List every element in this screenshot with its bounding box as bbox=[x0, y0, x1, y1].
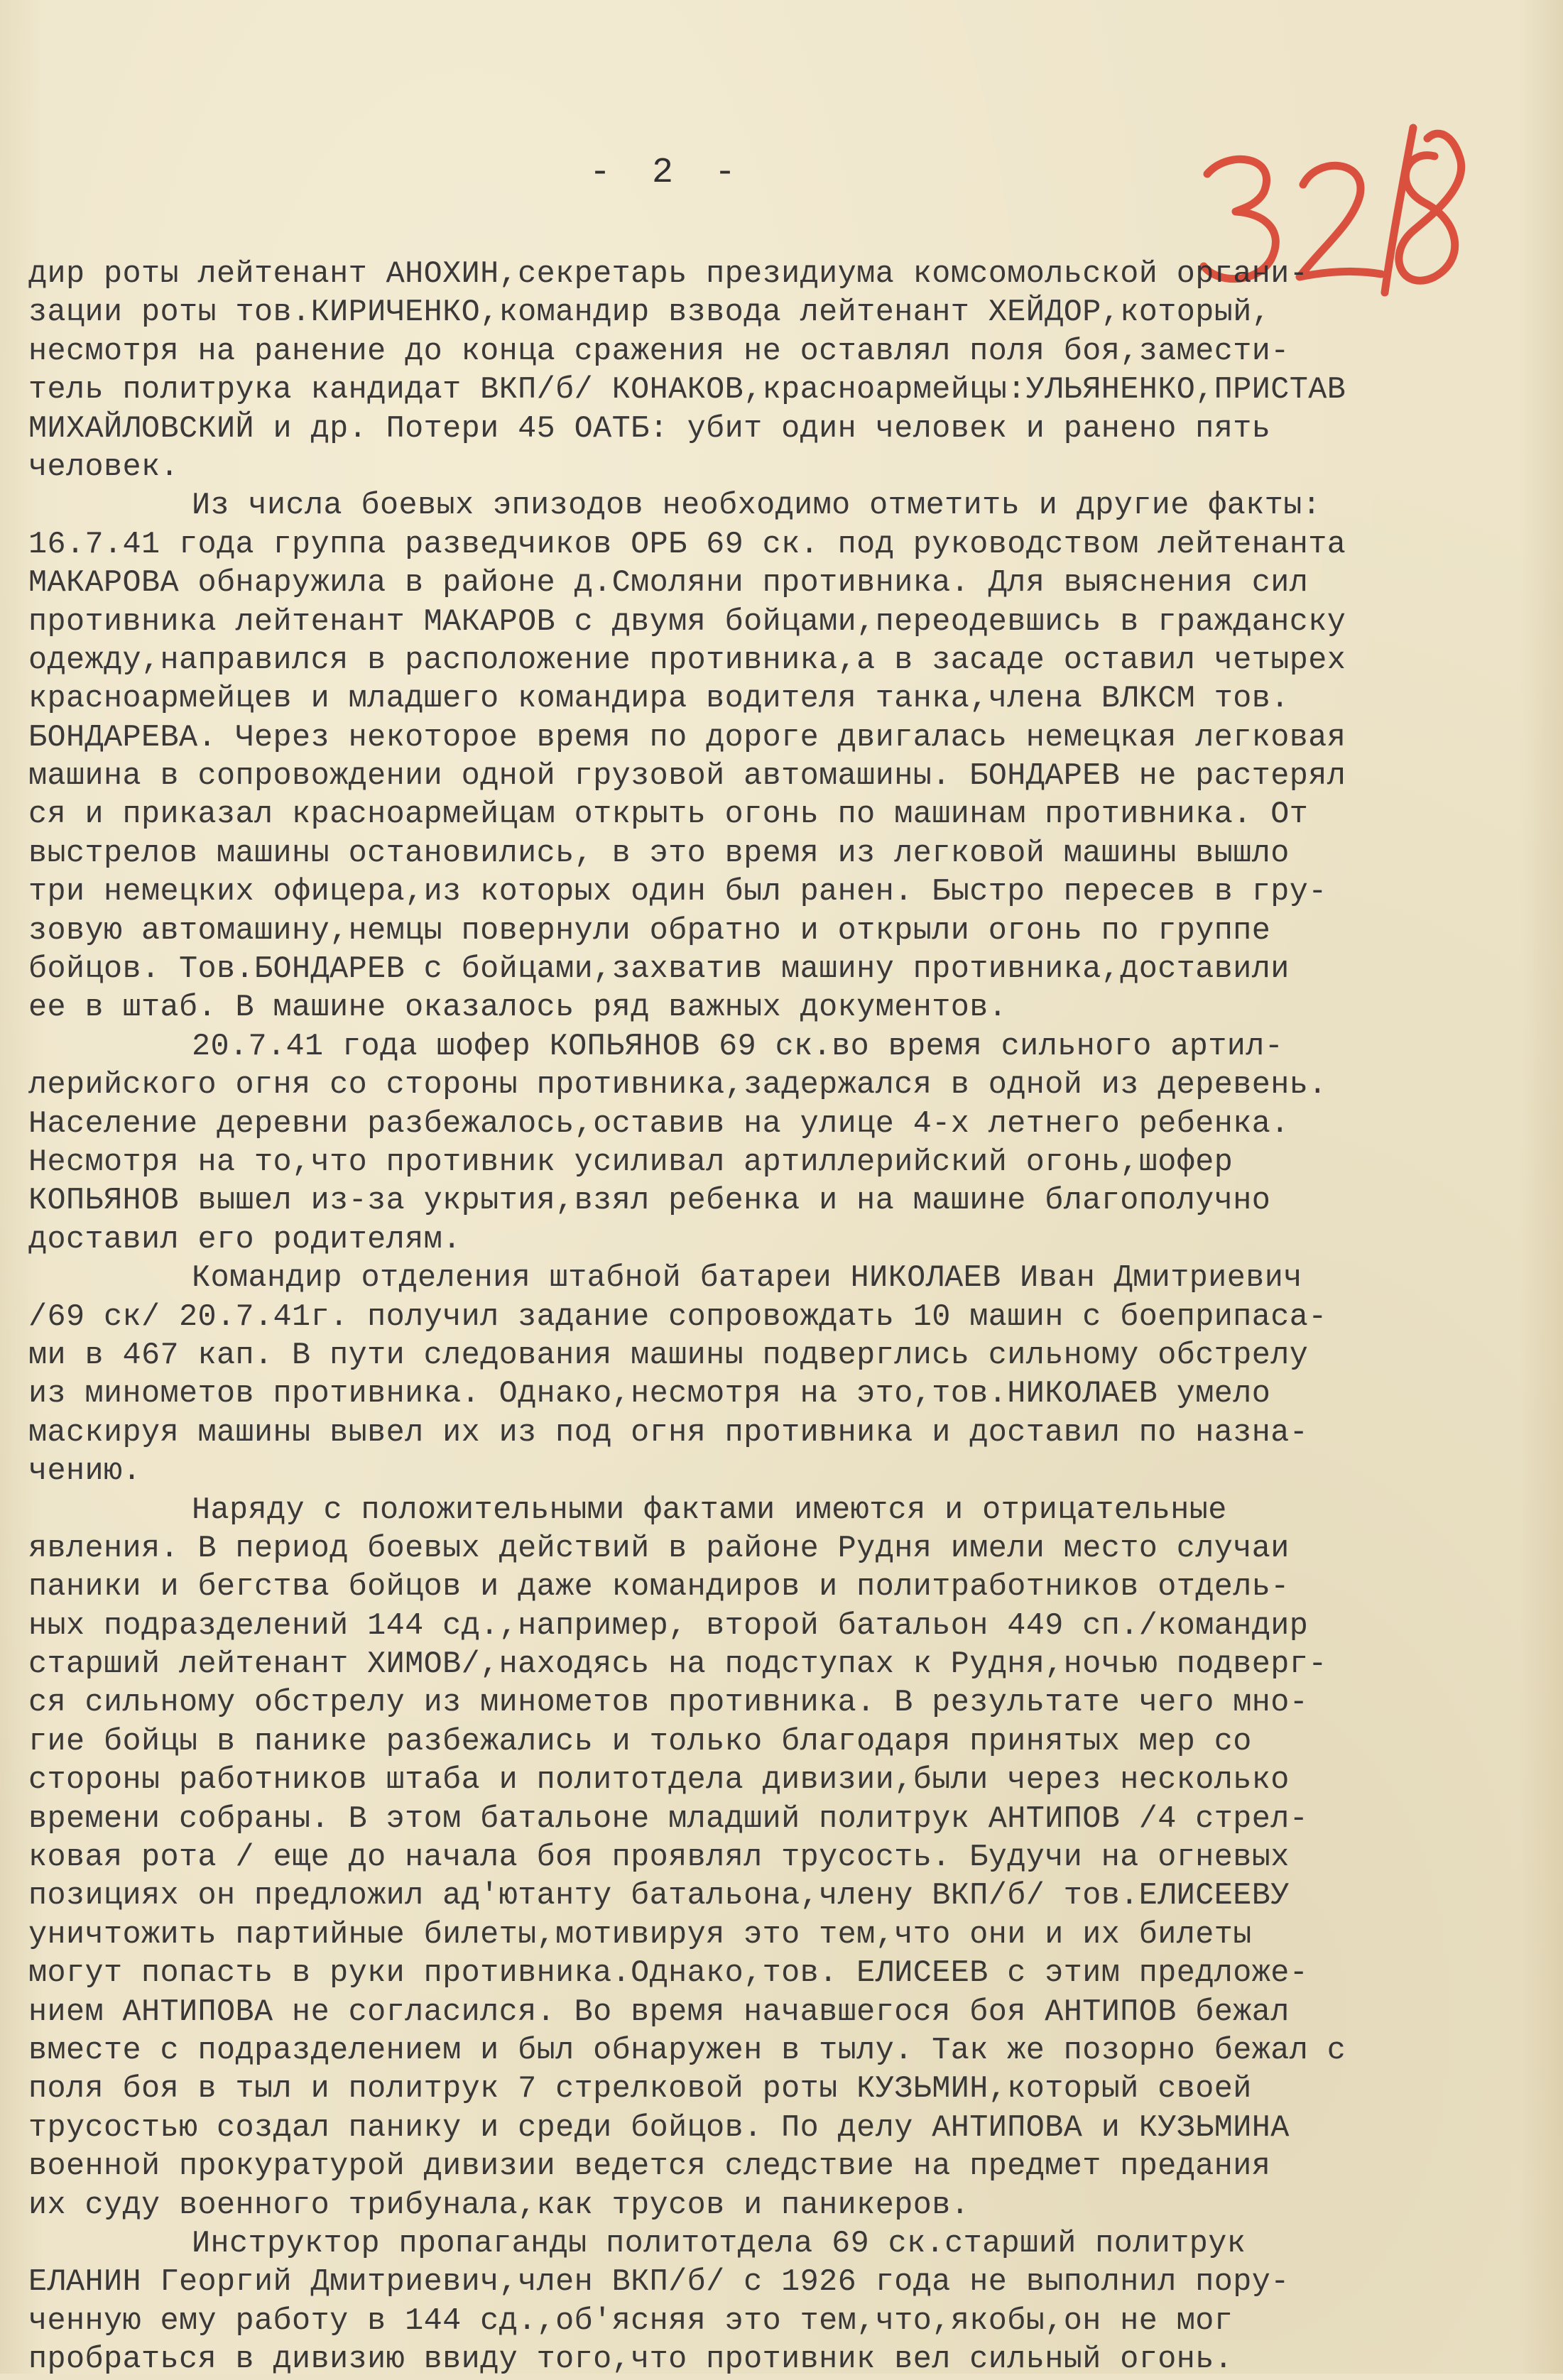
text-line: ковая рота / еще до начала боя проявлял трусость. Будучи на огневых bbox=[28, 1840, 1290, 1876]
text-line: паники и бегства бойцов и даже командиров и политработников отдель- bbox=[28, 1570, 1290, 1605]
text-line: Инструктор пропаганды политотдела 69 ск.старший политрук bbox=[192, 2226, 1246, 2261]
text-line: поля боя в тыл и политрук 7 стрелковой роты КУЗЬМИН,который своей bbox=[28, 2072, 1252, 2107]
text-line: машина в сопровождении одной грузовой автомашины. БОНДАРЕВ не растерял bbox=[28, 759, 1346, 795]
text-line: ченную ему работу в 144 сд.,об'ясняя это тем,что,якобы,он не мог bbox=[28, 2303, 1233, 2339]
paragraph bbox=[28, 1492, 1548, 2225]
text-line: зации роты тов.КИРИЧЕНКО,командир взвода лейтенант ХЕЙДОР,который, bbox=[28, 295, 1271, 331]
text-line: ся сильному обстрелу из минометов противника. В результате чего мно- bbox=[28, 1686, 1309, 1721]
text-line: Наряду с положительными фактами имеются и отрицательные bbox=[192, 1492, 1227, 1528]
text-line: вместе с подразделением и был обнаружен в тылу. Так же позорно бежал с bbox=[28, 2033, 1346, 2068]
text-line: три немецких офицера,из которых один был ранен. Быстро пересев в гру- bbox=[28, 875, 1327, 910]
paragraph bbox=[28, 487, 1548, 1027]
text-line: явления. В период боевых действий в районе Рудня имели место случаи bbox=[28, 1531, 1290, 1566]
paragraph bbox=[28, 2225, 1548, 2380]
text-line: бойцов. Тов.БОНДАРЕВ с бойцами,захватив машину противника,доставили bbox=[28, 952, 1290, 988]
text-line: одежду,направился в расположение противника,а в засаде оставил четырех bbox=[28, 643, 1346, 678]
text-line: чению. bbox=[28, 1454, 142, 1490]
text-line: маскируя машины вывел их из под огня противника и доставил по назна- bbox=[28, 1415, 1309, 1451]
text-line: тель политрука кандидат ВКП/б/ КОНАКОВ,красноармейцы:УЛЬЯНЕНКО,ПРИСТАВ bbox=[28, 373, 1346, 408]
text-line: гие бойцы в панике разбежались и только благодаря принятых мер со bbox=[28, 1724, 1252, 1759]
text-line: уничтожить партийные билеты,мотивируя это тем,что они и их билеты bbox=[28, 1917, 1252, 1953]
text-line: зовую автомашину,немцы повернули обратно и открыли огонь по группе bbox=[28, 913, 1271, 949]
text-line: стороны работников штаба и политотдела дивизии,были через несколько bbox=[28, 1763, 1290, 1798]
text-line: пробраться в дивизию ввиду того,что противник вел сильный огонь. bbox=[28, 2342, 1233, 2378]
text-line: позициях он предложил ад'ютанту батальона,члену ВКП/б/ тов.ЕЛИСЕЕВУ bbox=[28, 1879, 1290, 1914]
text-line: МАКАРОВА обнаружила в районе д.Смоляни противника. Для выяснения сил bbox=[28, 566, 1309, 601]
page-number: - 2 - bbox=[589, 153, 746, 193]
text-line: красноармейцев и младшего командира водителя танка,члена ВЛКСМ тов. bbox=[28, 682, 1290, 717]
text-line: ЕЛАНИН Георгий Дмитриевич,член ВКП/б/ с 1926 года не выполнил пору- bbox=[28, 2265, 1290, 2300]
text-line: противника лейтенант МАКАРОВ с двумя бойцами,переодевшись в гражданску bbox=[28, 604, 1346, 640]
paragraph bbox=[28, 256, 1548, 487]
text-line: ми в 467 кап. В пути следования машины подверглись сильному обстрелу bbox=[28, 1338, 1309, 1373]
text-line: их суду военного трибунала,как трусов и паникеров. bbox=[28, 2188, 970, 2223]
text-line: могут попасть в руки противника.Однако,тов. ЕЛИСЕЕВ с этим предложе- bbox=[28, 1956, 1309, 1992]
document-body bbox=[28, 256, 1548, 2379]
text-line: нием АНТИПОВА не согласился. Во время начавшегося боя АНТИПОВ бежал bbox=[28, 1994, 1290, 2030]
paragraph bbox=[28, 1028, 1548, 1260]
text-line: ее в штаб. В машине оказалось ряд важных документов. bbox=[28, 990, 1008, 1026]
text-line: /69 ск/ 20.7.41г. получил задание сопровождать 10 машин с боеприпаса- bbox=[28, 1299, 1327, 1335]
paragraph bbox=[28, 1260, 1548, 1491]
text-line: Командир отделения штабной батареи НИКОЛАЕВ Иван Дмитриевич bbox=[192, 1261, 1302, 1297]
text-line: дир роты лейтенант АНОХИН,секретарь президиума комсомольской органи- bbox=[28, 257, 1309, 292]
text-line: старший лейтенант ХИМОВ/,находясь на подступах к Рудня,ночью подверг- bbox=[28, 1647, 1327, 1683]
text-line: несмотря на ранение до конца сражения не оставлял поля боя,замести- bbox=[28, 334, 1290, 369]
text-line: БОНДАРЕВА. Через некоторое время по дороге двигалась немецкая легковая bbox=[28, 720, 1346, 755]
text-line: военной прокуратурой дивизии ведется следствие на предмет предания bbox=[28, 2149, 1271, 2185]
text-line: Население деревни разбежалось,оставив на улице 4-х летнего ребенка. bbox=[28, 1106, 1290, 1142]
text-line: МИХАЙЛОВСКИЙ и др. Потери 45 ОАТБ: убит один человек и ранено пять bbox=[28, 411, 1271, 447]
text-line: из минометов противника. Однако,несмотря на это,тов.НИКОЛАЕВ умело bbox=[28, 1377, 1271, 1412]
text-line: ных подразделений 144 сд.,например, второй батальон 449 сп./командир bbox=[28, 1608, 1309, 1644]
text-line: Из числа боевых эпизодов необходимо отметить и другие факты: bbox=[192, 488, 1322, 524]
text-line: 16.7.41 года группа разведчиков ОРБ 69 ск. под руководством лейтенанта bbox=[28, 527, 1346, 562]
text-line: времени собраны. В этом батальоне младший политрук АНТИПОВ /4 стрел- bbox=[28, 1801, 1309, 1837]
text-line: выстрелов машины остановились, в это время из легковой машины вышло bbox=[28, 836, 1290, 871]
text-line: доставил его родителям. bbox=[28, 1222, 462, 1257]
text-line: человек. bbox=[28, 449, 180, 485]
text-line: трусостью создал панику и среди бойцов. По делу АНТИПОВА и КУЗЬМИНА bbox=[28, 2110, 1290, 2146]
text-line: Несмотря на то,что противник усиливал артиллерийский огонь,шофер bbox=[28, 1145, 1233, 1180]
text-line: лерийского огня со стороны противника,задержался в одной из деревень. bbox=[28, 1068, 1327, 1103]
text-line: ся и приказал красноармейцам открыть огонь по машинам противника. От bbox=[28, 797, 1309, 833]
text-line: КОПЬЯНОВ вышел из-за укрытия,взял ребенка и на машине благополучно bbox=[28, 1184, 1271, 1219]
text-line: 20.7.41 года шофер КОПЬЯНОВ 69 ск.во время сильного артил- bbox=[192, 1029, 1284, 1064]
